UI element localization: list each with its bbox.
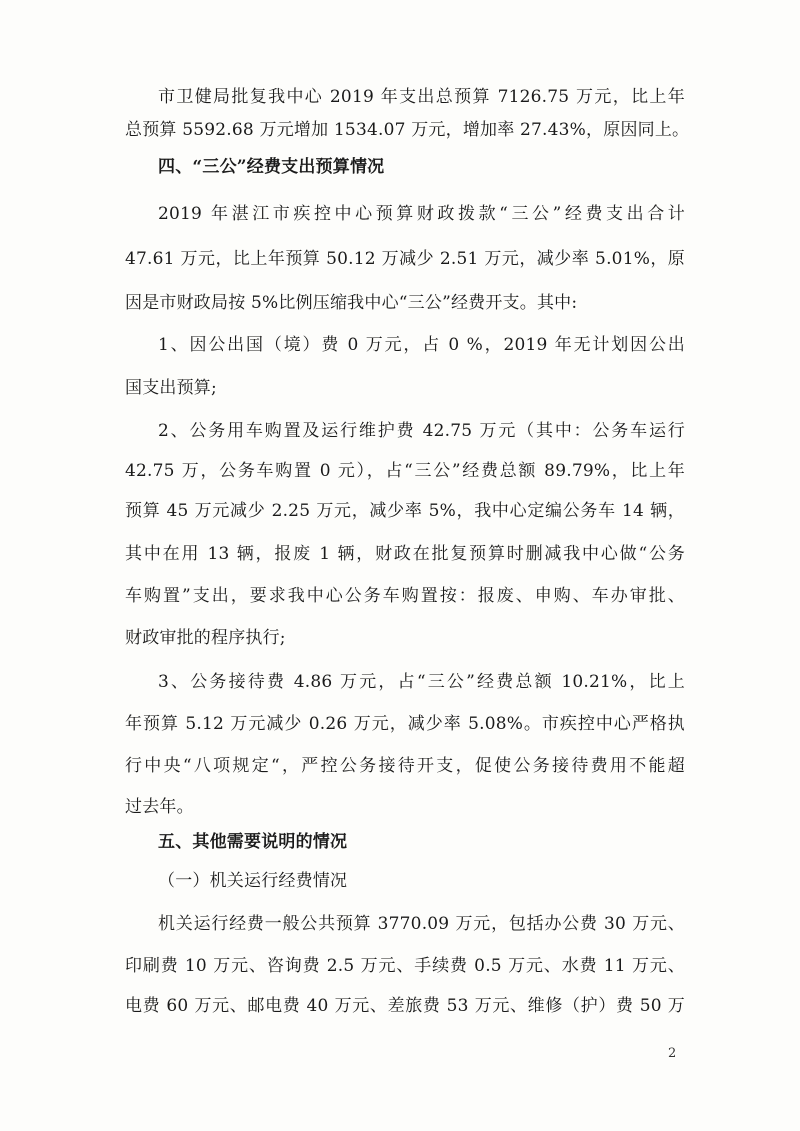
list-item-line: 3、公务接待费 4.86 万元，占“三公”经费总额 10.21%，比上	[158, 672, 685, 692]
paragraph-line: 印刷费 10 万元、咨询费 2.5 万元、手续费 0.5 万元、水费 11 万元、	[125, 956, 685, 976]
list-item-line: 国支出预算;	[125, 378, 217, 398]
list-item-line: 42.75 万，公务车购置 0 元），占“三公”经费总额 89.79%，比上年	[125, 461, 685, 481]
section-heading-five: 五、其他需要说明的情况	[158, 832, 348, 852]
paragraph-line: 市卫健局批复我中心 2019 年支出总预算 7126.75 万元，比上年	[158, 87, 685, 107]
list-item-line: 年预算 5.12 万元减少 0.26 万元，减少率 5.08%。市疾控中心严格执	[125, 714, 685, 734]
list-item-line: 车购置”支出，要求我中心公务车购置按：报废、申购、车办审批、	[125, 586, 685, 606]
list-item-line: 2、公务用车购置及运行维护费 42.75 万元（其中：公务车运行	[158, 421, 685, 441]
list-item-line: 预算 45 万元减少 2.25 万元，减少率 5%，我中心定编公务车 14 辆，	[125, 501, 685, 521]
paragraph-line: 因是市财政局按 5%比例压缩我中心“三公”经费开支。其中:	[125, 293, 578, 313]
page-number: 2	[668, 1046, 677, 1061]
subsection-heading: （一）机关运行经费情况	[158, 871, 348, 891]
paragraph-line: 机关运行经费一般公共预算 3770.09 万元，包括办公费 30 万元、	[158, 914, 685, 934]
list-item-line: 行中央“八项规定“，严控公务接待开支，促使公务接待费用不能超	[125, 756, 685, 776]
paragraph-line: 47.61 万元，比上年预算 50.12 万减少 2.51 万元，减少率 5.01%，原	[125, 249, 685, 269]
section-heading-four: 四、“三公”经费支出预算情况	[158, 157, 385, 177]
paragraph-line: 电费 60 万元、邮电费 40 万元、差旅费 53 万元、维修（护）费 50 万	[125, 996, 685, 1016]
list-item-line: 1、因公出国（境）费 0 万元，占 0 %，2019 年无计划因公出	[158, 335, 685, 355]
list-item-line: 过去年。	[125, 797, 194, 817]
list-item-line: 其中在用 13 辆，报废 1 辆，财政在批复预算时删减我中心做“公务	[125, 544, 685, 564]
list-item-line: 财政审批的程序执行;	[125, 628, 286, 648]
paragraph-line: 2019 年湛江市疾控中心预算财政拨款“三公”经费支出合计	[158, 204, 685, 224]
paragraph-line: 总预算 5592.68 万元增加 1534.07 万元，增加率 27.43%，原因同上。	[125, 120, 690, 140]
